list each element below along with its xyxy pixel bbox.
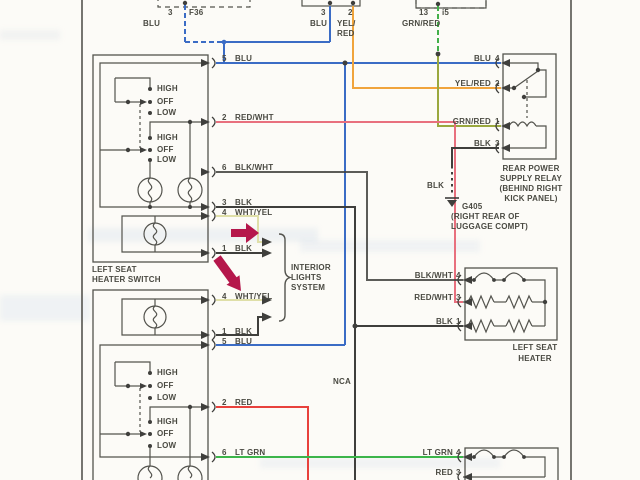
connector-f36-pin: 3	[168, 8, 173, 17]
wire-label-blu: BLU	[235, 54, 253, 63]
wire-label-blk: BLK	[235, 198, 253, 207]
wire-blk-wht	[216, 172, 463, 280]
connector-mid-pin3: 3	[321, 8, 326, 17]
switch-position-off: OFF	[157, 145, 174, 154]
interior-lights-system-label: SYSTEM	[291, 283, 326, 292]
wire-label-lt-grn: LT GRN	[422, 448, 453, 457]
brace-icon	[279, 234, 290, 321]
ground-location-label: (RIGHT REAR OF	[451, 212, 520, 221]
ground-location-label: LUGGAGE COMPT)	[451, 222, 529, 231]
pin-number: 5	[222, 337, 227, 346]
pin-number: 3	[456, 293, 461, 302]
pin-number: 5	[222, 54, 227, 63]
connector-pin-dots	[183, 1, 440, 6]
wire-label-yel-red: RED	[337, 29, 355, 38]
wire-label-yel-red: YEL/RED	[454, 79, 491, 88]
pin-number: 6	[222, 448, 227, 457]
ground-icon	[445, 198, 459, 207]
wire-label-blk: BLK	[473, 139, 491, 148]
wire-label-blk: BLK	[427, 181, 445, 190]
rear-power-supply-relay-box	[503, 54, 556, 159]
switch-position-low: LOW	[157, 441, 177, 450]
switch-position-high: HIGH	[157, 368, 178, 377]
left-seat-heater-box	[465, 268, 557, 340]
pin-number: 4	[222, 292, 227, 301]
wire-label-blu: BLU	[473, 54, 491, 63]
component-label-left-seat-heater: HEATER	[518, 354, 552, 363]
switch-position-low: LOW	[157, 155, 177, 164]
component-label-rear-power-supply-relay: REAR POWER	[502, 164, 560, 173]
wire-label-grn-red: GRN/RED	[402, 19, 441, 28]
switch-position-low: LOW	[157, 108, 177, 117]
connector-mid-pin2: 2	[348, 8, 353, 17]
relay-internals	[509, 63, 546, 148]
pin-number: 4	[222, 208, 227, 217]
switch-position-off: OFF	[157, 381, 174, 390]
wire-label-red: RED	[435, 468, 453, 477]
nca-label: NCA	[333, 377, 351, 386]
component-label-rear-power-supply-relay: KICK PANEL)	[504, 194, 558, 203]
heater-right-internals	[463, 450, 545, 477]
wire-label-blu: BLU	[143, 19, 161, 28]
connector-i5-pin: 13	[419, 8, 429, 17]
wire-label-blk: BLK	[435, 317, 453, 326]
interior-lights-arrow-icons	[262, 238, 272, 322]
pin-number: 3	[222, 198, 227, 207]
component-label-left-seat-heater-switch: HEATER SWITCH	[92, 275, 161, 284]
wire-label-blk-wht: BLK/WHT	[414, 271, 453, 280]
switch-position-off: OFF	[157, 97, 174, 106]
annotation-arrow-right-icon	[231, 223, 259, 243]
right-seat-heater-box	[465, 448, 558, 480]
annotation-arrow-down-right-icon	[213, 255, 241, 291]
pin-number: 1	[222, 327, 227, 336]
wire-label-blk: BLK	[235, 244, 253, 253]
wire-blk-ground-bus	[216, 207, 463, 480]
wire-label-grn-red: GRN/RED	[452, 117, 491, 126]
pin-number: 2	[222, 398, 227, 407]
connector-i5-name: i5	[442, 8, 450, 17]
connector-i5-box	[416, 0, 486, 8]
pin-number: 4	[456, 271, 461, 280]
wire-label-lt-grn: LT GRN	[235, 448, 266, 457]
pin-number: 4	[495, 54, 500, 63]
wire-label-blu: BLU	[235, 337, 253, 346]
ground-id-label: G405	[462, 202, 483, 211]
junction-dot	[222, 40, 227, 45]
wire-label-wht-yel: WHT/YEL	[235, 208, 273, 217]
switch-position-high: HIGH	[157, 84, 178, 93]
junction-dot	[436, 52, 441, 57]
interior-lights-system-label: INTERIOR	[291, 263, 331, 272]
wire-grn-red	[438, 6, 501, 126]
wire-label-blk: BLK	[235, 327, 253, 336]
pin-number: 4	[456, 448, 461, 457]
switch-position-high: HIGH	[157, 133, 178, 142]
switch-position-off: OFF	[157, 429, 174, 438]
component-label-rear-power-supply-relay: SUPPLY RELAY	[499, 174, 563, 183]
wire-label-wht-yel: WHT/YEL	[235, 292, 273, 301]
connector-f36-name: F36	[189, 8, 204, 17]
switch-position-high: HIGH	[157, 417, 178, 426]
junction-dot	[343, 61, 348, 66]
pin-number: 3	[495, 139, 500, 148]
wire-label-red: RED	[235, 398, 253, 407]
wire-red	[216, 407, 308, 480]
pin-number: 6	[222, 163, 227, 172]
pin-number: 3	[456, 468, 461, 477]
pin-number: 1	[495, 117, 500, 126]
wire-label-yel-red: YEL/	[337, 19, 356, 28]
wire-label-red-wht: RED/WHT	[235, 113, 274, 122]
wire-label-blu: BLU	[310, 19, 328, 28]
pin-number: 2	[495, 79, 500, 88]
component-label-left-seat-heater: LEFT SEAT	[512, 343, 558, 352]
switch-position-low: LOW	[157, 393, 177, 402]
component-label-left-seat-heater-switch: LEFT SEAT	[92, 265, 137, 274]
switch-right-internals	[100, 299, 208, 480]
junction-dot	[353, 324, 358, 329]
wire-label-blk-wht: BLK/WHT	[235, 163, 274, 172]
wire-label-red-wht: RED/WHT	[414, 293, 453, 302]
component-label-rear-power-supply-relay: (BEHIND RIGHT	[499, 184, 563, 193]
switch-left-internals	[100, 63, 208, 252]
interior-lights-system-label: LIGHTS	[291, 273, 322, 282]
pin-number: 1	[222, 244, 227, 253]
pin-number: 1	[456, 317, 461, 326]
connector-f36-box	[158, 0, 250, 7]
pin-number: 2	[222, 113, 227, 122]
